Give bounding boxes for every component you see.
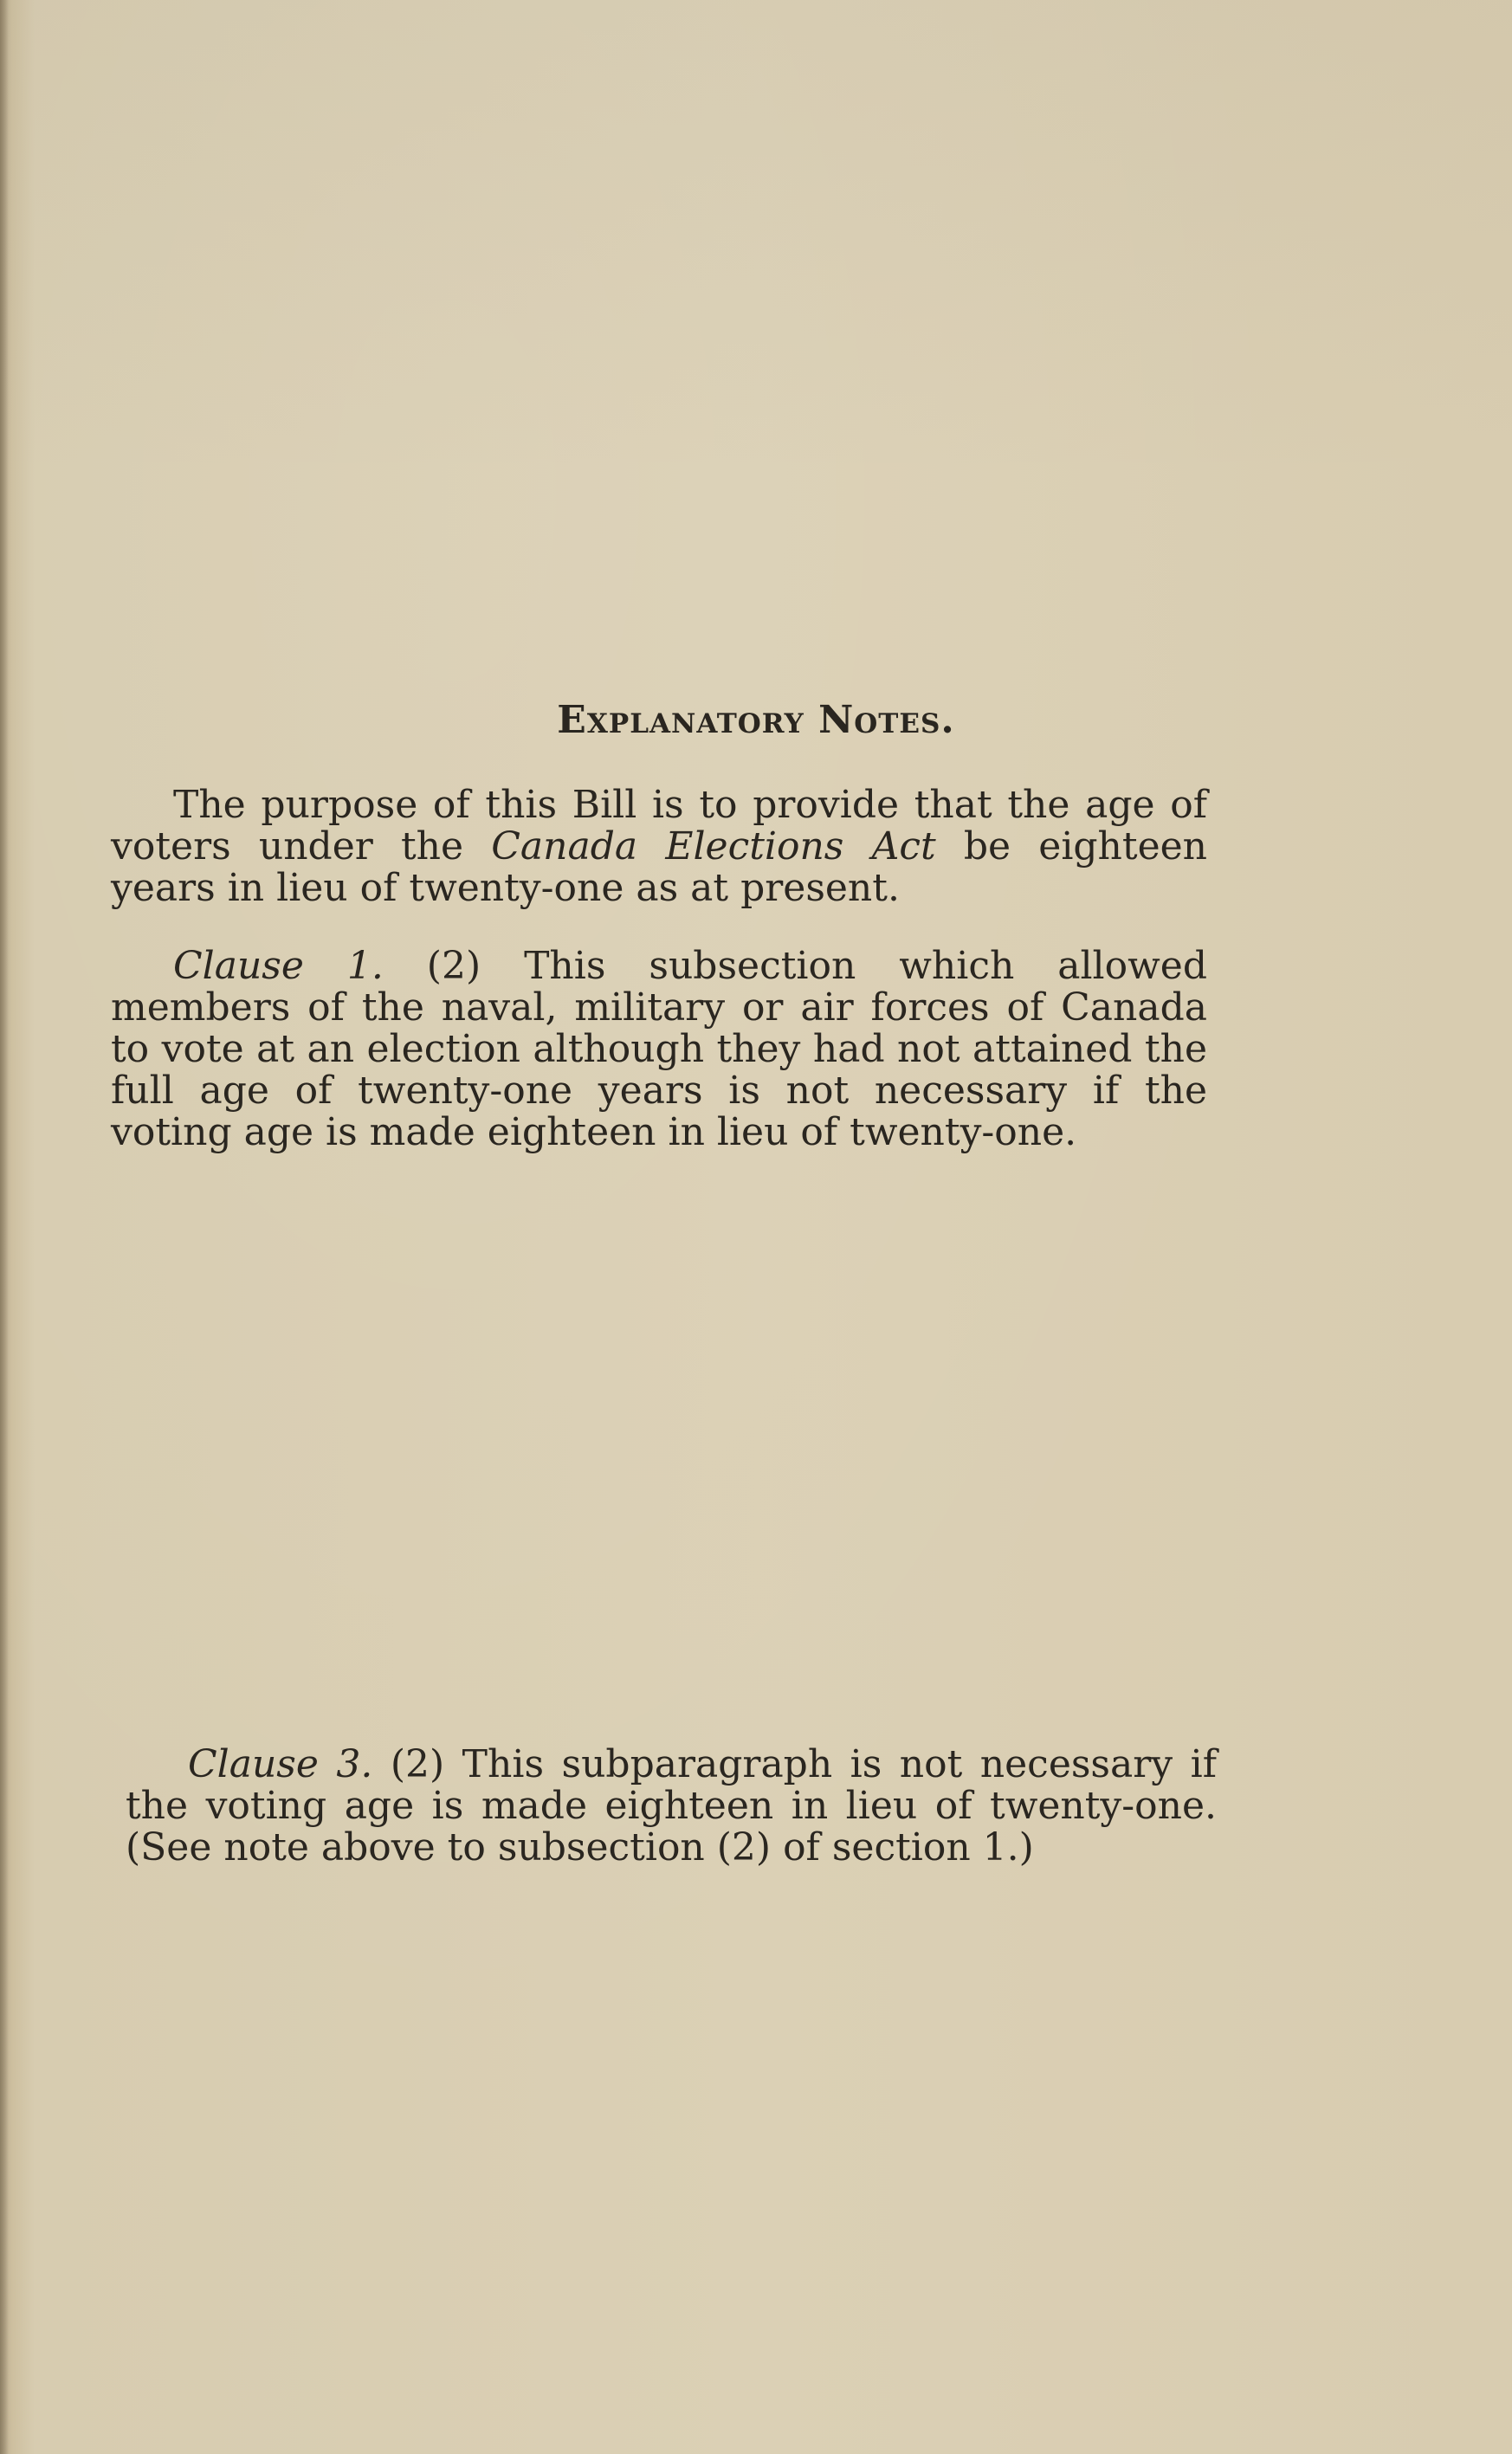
act-name: Canada Elections Act <box>491 824 936 869</box>
clause-1-text: (2) This subsection which allowed members of the naval, military or air forces of Canada to vote at an election although they had not attained the full age of twenty-one years is not necessary if the voting age is made eighteen in lieu of twenty-one. <box>111 944 1207 1154</box>
bleed-through-shading <box>0 0 1512 485</box>
clause-1-paragraph <box>111 946 1207 1153</box>
clause-3-label: Clause 3. <box>188 1742 373 1786</box>
clause-3-paragraph <box>126 1744 1217 1869</box>
purpose-text-start: The purpose of this Bill is to provide that the age of voters under the <box>111 783 1207 869</box>
purpose-paragraph <box>111 785 1207 909</box>
clause-1-label: Clause 1. <box>173 944 384 988</box>
page-edge-shadow <box>0 0 9 2454</box>
explanatory-notes-heading: Explanatory Notes. <box>557 698 955 742</box>
purpose-text-end: be eighteen years in lieu of twenty-one as at present. <box>111 824 1207 910</box>
clause-3-text: (2) This subparagraph is not necessary if the voting age is made eighteen in lieu of twenty-one. (See note above to subsection (2) of section 1.) <box>126 1742 1217 1870</box>
